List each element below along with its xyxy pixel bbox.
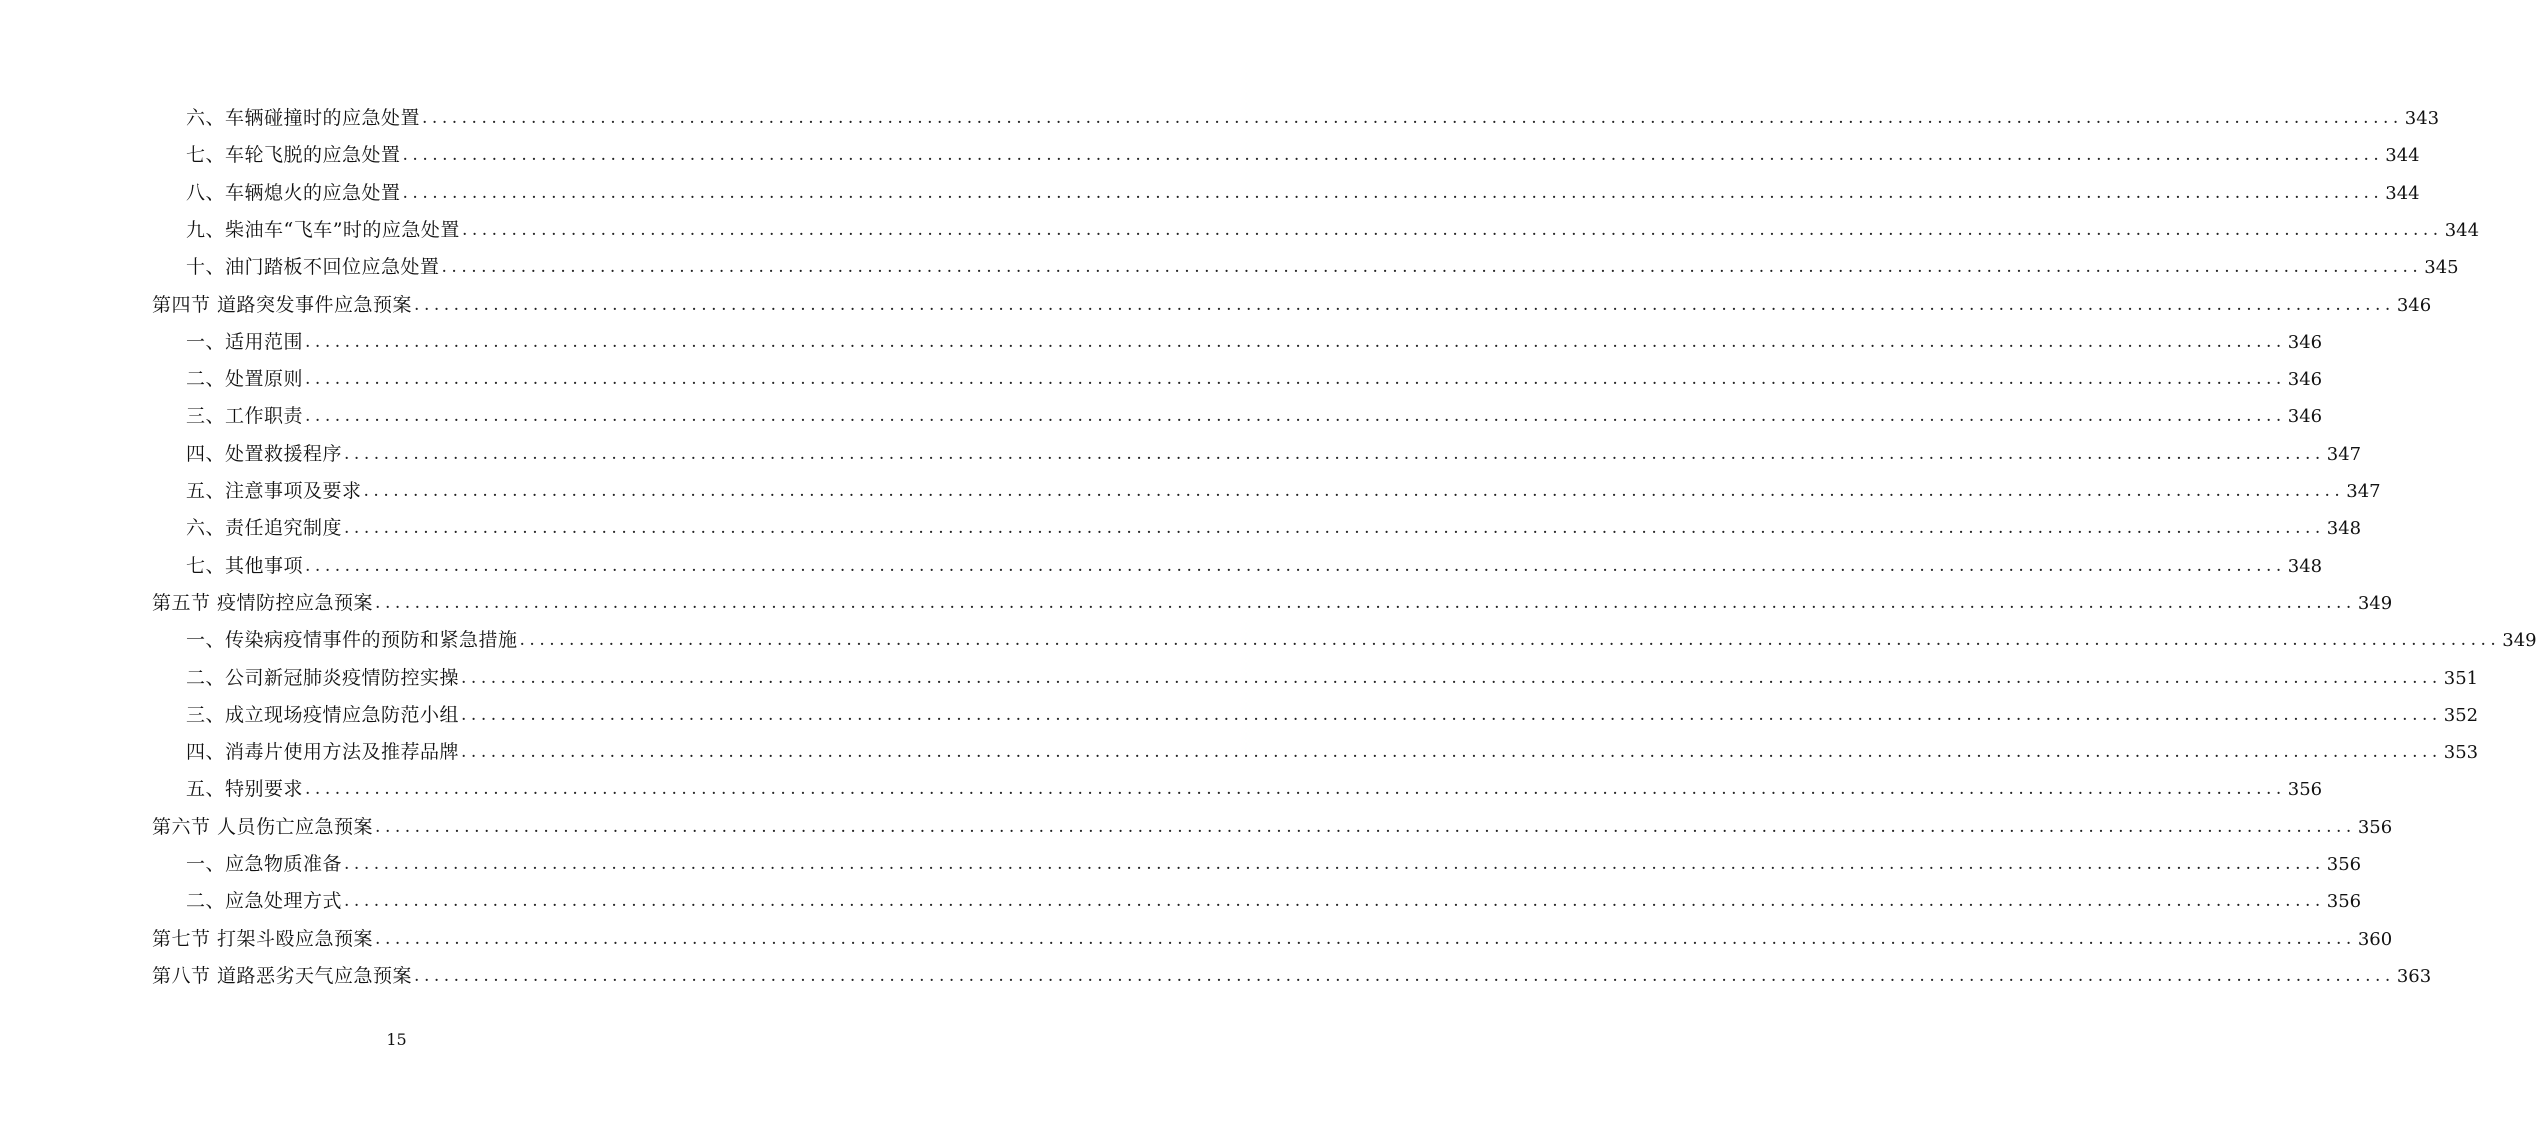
toc-item-entry[interactable] [186, 510, 2362, 547]
toc-entry-title: 一、传染病疫情事件的预防和紧急措施 [186, 629, 518, 652]
dot-leader: ........................................................................................................................................................................................................ [375, 928, 2356, 949]
toc-entry-page: 346 [2287, 369, 2323, 391]
toc-entry-page: 356 [2287, 779, 2323, 801]
dot-leader: ........................................................................................................................................................................................................ [305, 369, 2286, 390]
toc-entry-page: 344 [2385, 145, 2420, 167]
toc-entry-page: 348 [2287, 555, 2323, 577]
dot-leader: ........................................................................................................................................................................................................ [461, 219, 2443, 240]
toc-entry-page: 353 [2443, 742, 2479, 764]
dot-leader: ........................................................................................................................................................................................................ [414, 294, 2395, 315]
toc-entry-page: 345 [2424, 257, 2459, 279]
toc-item-entry[interactable] [186, 883, 2362, 920]
dot-leader: ........................................................................................................................................................................................................ [414, 965, 2395, 986]
toc-item-entry[interactable] [186, 398, 2323, 435]
toc-entry-page: 344 [2385, 182, 2420, 204]
toc-entry-title: 六、责任追究制度 [186, 517, 343, 540]
toc-entry-title: 二、处置原则 [186, 368, 304, 391]
toc-section-entry[interactable] [152, 287, 2432, 324]
dot-leader: ........................................................................................................................................................................................................ [441, 257, 2423, 278]
page-number: 15 [386, 1030, 407, 1049]
toc-entry-title: 二、公司新冠肺炎疫情防控实操 [186, 666, 460, 689]
toc-item-entry[interactable] [186, 249, 2459, 286]
dot-leader: ........................................................................................................................................................................................................ [461, 742, 2442, 763]
toc-entry-page: 347 [2326, 443, 2362, 465]
toc-entry-page: 347 [2346, 481, 2381, 502]
dot-leader: ........................................................................................................................................................................................................ [344, 518, 2325, 539]
toc-entry-title: 十、油门踏板不回位应急处置 [186, 256, 440, 279]
toc-entry-title: 一、适用范围 [186, 330, 304, 353]
toc-item-entry[interactable] [186, 361, 2323, 398]
dot-leader: ........................................................................................................................................................................................................ [402, 182, 2384, 203]
toc-entry-title: 九、柴油车“飞车”时的应急处置 [186, 218, 460, 241]
dot-leader: ........................................................................................................................................................................................................ [461, 667, 2442, 688]
dot-leader: ........................................................................................................................................................................................................ [305, 406, 2286, 427]
toc-entry-title: 第七节 打架斗殴应急预案 [152, 927, 374, 950]
toc-entry-title: 五、特别要求 [186, 778, 304, 801]
toc-entry-page: 346 [2287, 406, 2323, 428]
toc-item-entry[interactable] [186, 734, 2479, 771]
toc-entry-page: 363 [2396, 965, 2432, 987]
dot-leader: ........................................................................................................................................................................................................ [344, 854, 2325, 874]
toc-entry-title: 五、注意事项及要求 [186, 480, 362, 502]
toc-entry-page: 346 [2396, 294, 2432, 316]
dot-leader: ........................................................................................................................................................................................................ [305, 779, 2286, 800]
dot-leader: ........................................................................................................................................................................................................ [519, 630, 2501, 651]
toc-entry-page: 348 [2326, 518, 2362, 540]
dot-leader: ........................................................................................................................................................................................................ [305, 331, 2286, 352]
toc-entry-page: 356 [2326, 891, 2362, 913]
toc-entry-title: 第五节 疫情防控应急预案 [152, 591, 374, 614]
toc-entry-title: 四、处置救援程序 [186, 442, 343, 465]
toc-item-entry[interactable] [186, 137, 2420, 174]
toc-item-entry[interactable] [186, 436, 2362, 473]
toc-entry-page: 356 [2357, 816, 2393, 838]
dot-leader: ........................................................................................................................................................................................................ [461, 704, 2442, 725]
toc-entry-title: 八、车辆熄火的应急处置 [186, 181, 401, 204]
dot-leader: ........................................................................................................................................................................................................ [363, 481, 2345, 501]
toc-entry-page: 344 [2444, 219, 2480, 241]
toc-entry-page: 346 [2287, 331, 2323, 353]
toc-item-entry[interactable] [186, 548, 2323, 585]
toc-entry-page: 343 [2404, 108, 2440, 129]
toc-entry-title: 三、工作职责 [186, 405, 304, 428]
toc-entry-page: 351 [2443, 667, 2479, 689]
toc-entry-title: 第四节 道路突发事件应急预案 [152, 293, 413, 316]
toc-entry-title: 第八节 道路恶劣天气应急预案 [152, 964, 413, 987]
toc-item-entry[interactable] [186, 100, 2440, 137]
toc-entry-title: 七、车轮飞脱的应急处置 [186, 144, 401, 167]
toc-entry-page: 349 [2357, 592, 2393, 614]
dot-leader: ........................................................................................................................................................................................................ [375, 816, 2356, 837]
toc-entry-page: 360 [2357, 928, 2393, 950]
dot-leader: ........................................................................................................................................................................................................ [305, 555, 2286, 576]
toc-entry-title: 一、应急物质准备 [186, 853, 343, 875]
toc-entry-title: 七、其他事项 [186, 554, 304, 577]
toc-entry-title: 二、应急处理方式 [186, 890, 343, 913]
dot-leader: ........................................................................................................................................................................................................ [402, 145, 2384, 166]
toc-entry-title: 第六节 人员伤亡应急预案 [152, 815, 374, 838]
toc-entry-title: 六、车辆碰撞时的应急处置 [186, 107, 421, 129]
toc-entry-page: 352 [2443, 704, 2479, 726]
toc-item-entry[interactable] [186, 212, 2480, 249]
toc-entry-title: 四、消毒片使用方法及推荐品牌 [186, 741, 460, 764]
toc-entry-title: 三、成立现场疫情应急防范小组 [186, 703, 460, 726]
dot-leader: ........................................................................................................................................................................................................ [375, 592, 2356, 613]
toc-section-entry[interactable] [152, 809, 2393, 846]
toc-item-entry[interactable] [186, 175, 2420, 212]
toc-item-entry[interactable] [186, 846, 2362, 883]
dot-leader: ........................................................................................................................................................................................................ [344, 891, 2325, 912]
toc-section-entry[interactable] [152, 921, 2393, 958]
toc-item-entry[interactable] [186, 324, 2323, 361]
toc-item-entry[interactable] [186, 660, 2479, 697]
toc-item-entry[interactable] [186, 473, 2381, 510]
toc-section-entry[interactable] [152, 585, 2393, 622]
toc-item-entry[interactable] [186, 697, 2479, 734]
toc-entry-page: 356 [2326, 854, 2362, 875]
dot-leader: ........................................................................................................................................................................................................ [422, 108, 2403, 128]
toc-entry-page: 349 [2502, 630, 2537, 652]
toc-item-entry[interactable] [186, 622, 2537, 659]
toc-section-entry[interactable] [152, 958, 2432, 995]
dot-leader: ........................................................................................................................................................................................................ [344, 443, 2325, 464]
toc-item-entry[interactable] [186, 771, 2323, 808]
